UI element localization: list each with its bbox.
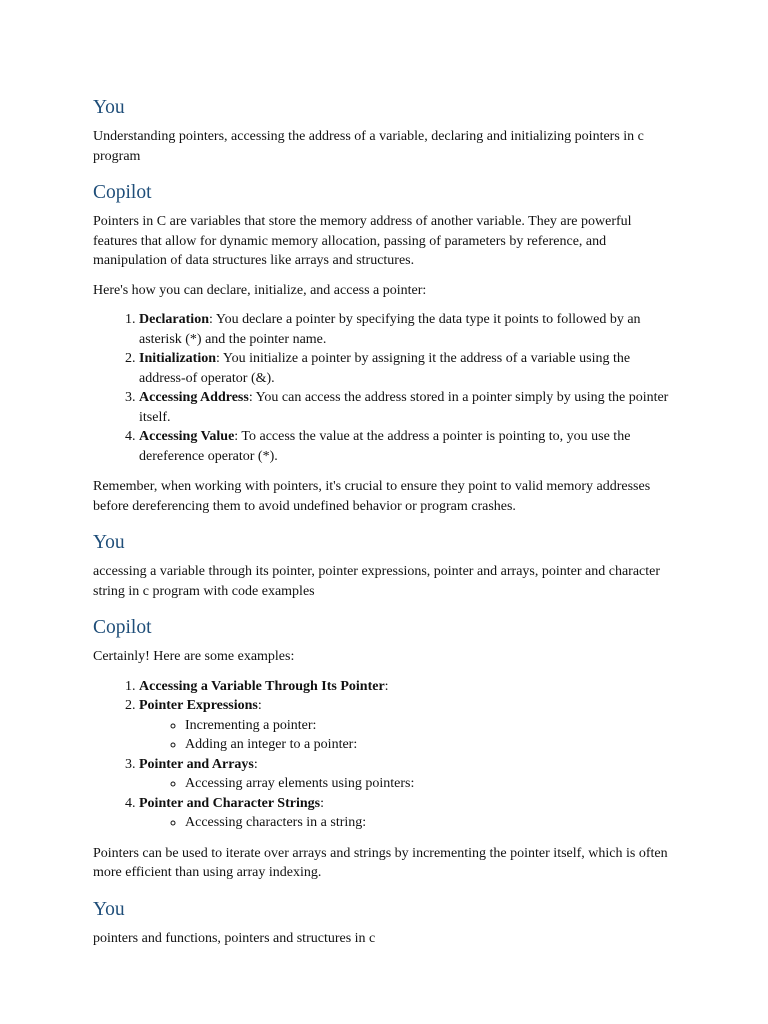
sub-list: [139, 813, 676, 833]
message-text: Remember, when working with pointers, it's crucial to ensure they point to valid memory addresses before dereferencing them to avoid undefined behavior or program crashes.: [93, 479, 651, 514]
list-item-term: Pointer and Arrays: [139, 756, 254, 772]
speaker-label: Copilot: [93, 182, 152, 203]
sub-list: [139, 716, 676, 755]
message-copilot-2: [93, 616, 676, 883]
message-text: Here's how you can declare, initialize, and access a pointer:: [93, 282, 427, 298]
list-item-term: Initialization: [139, 351, 217, 366]
message-text: Understanding pointers, accessing the address of a variable, declaring and initializing pointers in c program: [93, 129, 644, 164]
message-text: Certainly! Here are some examples:: [93, 649, 295, 664]
list-item-desc: :: [253, 756, 258, 772]
list-item-desc: :: [320, 795, 324, 811]
numbered-list: [93, 677, 676, 833]
list-item: [139, 794, 676, 833]
message-copilot-1: [93, 181, 676, 516]
list-item: [139, 755, 676, 794]
list-item-desc: : You can access the address stored in a pointer simply by using the pointer itself.: [139, 390, 669, 425]
list-item-term: Accessing Address: [139, 390, 249, 405]
list-item: [139, 696, 676, 755]
list-item-desc: : You declare a pointer by specifying the data type it points to followed by an asterisk (*) and the pointer name.: [139, 312, 641, 347]
sub-list-item: ◦ Accessing characters in a string:: [185, 813, 676, 833]
list-item: [139, 388, 676, 427]
sub-list-item: ◦ Accessing array elements using pointers:: [185, 774, 676, 794]
message-text: accessing a variable through its pointer, pointer expressions, pointer and arrays, pointer and character string in c program with code examples: [93, 564, 661, 599]
message-text: pointers and functions, pointers and structures in c: [93, 930, 376, 946]
numbered-list: [93, 310, 676, 466]
list-item: [139, 310, 676, 349]
list-item: [139, 427, 676, 466]
list-item-desc: :: [384, 678, 389, 694]
list-item: [139, 677, 676, 697]
list-item-desc: :: [257, 698, 262, 713]
list-item-term: Accessing Value: [139, 429, 235, 444]
list-item-term: Accessing a Variable Through Its Pointer: [139, 678, 385, 694]
message-text: Pointers in C are variables that store the memory address of another variable. They are powerful features that allow for dynamic memory allocation, passing of parameters by reference, and manipulation of data structures like arrays and structures.: [93, 214, 632, 268]
sub-list: [139, 774, 676, 794]
speaker-label: Copilot: [93, 617, 152, 638]
list-item-term: Declaration: [139, 312, 209, 327]
message-user-3: [93, 898, 676, 949]
list-item: [139, 349, 676, 388]
list-item-term: Pointer Expressions: [139, 698, 258, 713]
list-item-desc: : You initialize a pointer by assigning it the address of a variable using the address-of operator (&).: [139, 351, 631, 386]
sub-list-item: ◦ Incrementing a pointer:: [185, 716, 676, 736]
message-user-1: [93, 96, 676, 166]
message-text: Pointers can be used to iterate over arrays and strings by incrementing the pointer itself, which is often more efficient than using array indexing.: [93, 845, 668, 880]
message-user-2: [93, 531, 676, 601]
list-item-desc: : To access the value at the address a pointer is pointing to, you use the dereference operator (*).: [139, 429, 631, 464]
speaker-label: You: [93, 97, 125, 118]
sub-list-item: ◦ Adding an integer to a pointer:: [185, 735, 676, 755]
speaker-label: You: [93, 898, 125, 920]
speaker-label: You: [93, 532, 125, 553]
list-item-term: Pointer and Character Strings: [139, 795, 321, 811]
